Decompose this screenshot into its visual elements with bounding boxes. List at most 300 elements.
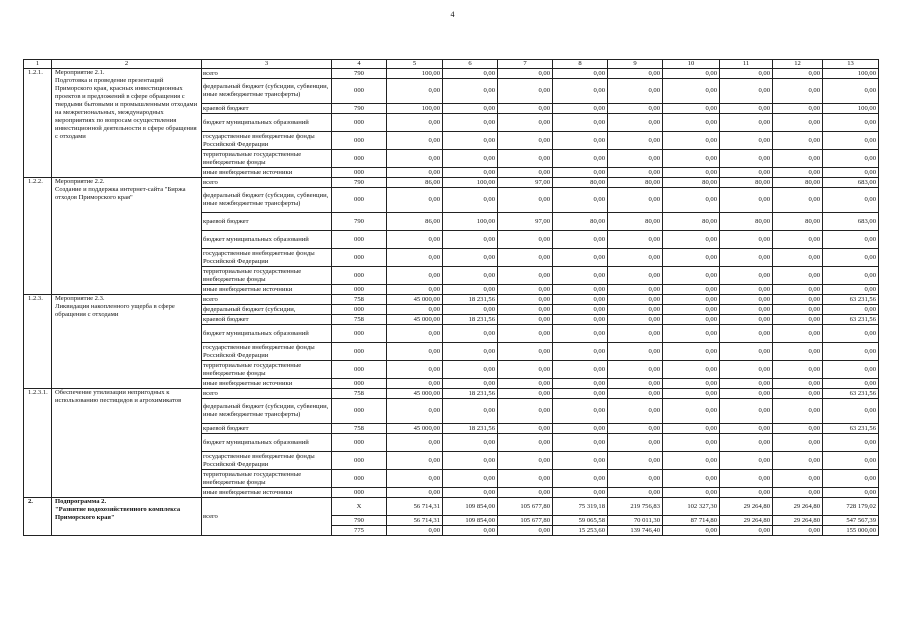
- budget-code: 758: [332, 295, 387, 305]
- amount-cell: 0,00: [608, 104, 663, 114]
- amount-cell: 80,00: [663, 178, 720, 188]
- amount-cell: 0,00: [553, 69, 608, 79]
- amount-cell: 0,00: [773, 452, 823, 470]
- amount-cell: 0,00: [823, 305, 879, 315]
- amount-cell: 0,00: [608, 285, 663, 295]
- amount-cell: 0,00: [498, 188, 553, 213]
- amount-cell: 0,00: [663, 488, 720, 498]
- budget-code: 000: [332, 168, 387, 178]
- amount-cell: 0,00: [773, 69, 823, 79]
- amount-cell: 0,00: [720, 315, 773, 325]
- amount-cell: 0,00: [443, 188, 498, 213]
- budget-code: 000: [332, 249, 387, 267]
- funding-source: иные внебюджетные источники: [202, 168, 332, 178]
- amount-cell: 0,00: [498, 452, 553, 470]
- amount-cell: 0,00: [720, 470, 773, 488]
- amount-cell: 0,00: [498, 305, 553, 315]
- amount-cell: 0,00: [608, 69, 663, 79]
- amount-cell: 0,00: [387, 267, 443, 285]
- amount-cell: 0,00: [663, 231, 720, 249]
- header-cell: 5: [387, 60, 443, 69]
- amount-cell: 75 319,18: [553, 498, 608, 516]
- budget-code: 000: [332, 285, 387, 295]
- amount-cell: 0,00: [443, 379, 498, 389]
- table-row: [24, 389, 879, 399]
- amount-cell: 0,00: [553, 305, 608, 315]
- amount-cell: 0,00: [608, 249, 663, 267]
- amount-cell: 100,00: [443, 213, 498, 231]
- amount-cell: 0,00: [387, 79, 443, 104]
- amount-cell: 0,00: [608, 231, 663, 249]
- amount-cell: 0,00: [720, 452, 773, 470]
- amount-cell: 0,00: [720, 434, 773, 452]
- funding-source: бюджет муниципальных образований: [202, 434, 332, 452]
- amount-cell: 0,00: [443, 150, 498, 168]
- amount-cell: 0,00: [663, 399, 720, 424]
- amount-cell: 0,00: [387, 188, 443, 213]
- amount-cell: 0,00: [608, 488, 663, 498]
- budget-code: 000: [332, 267, 387, 285]
- amount-cell: 15 253,60: [553, 526, 608, 536]
- amount-cell: 0,00: [553, 150, 608, 168]
- amount-cell: 0,00: [608, 361, 663, 379]
- amount-cell: 0,00: [553, 424, 608, 434]
- amount-cell: 0,00: [498, 150, 553, 168]
- amount-cell: 0,00: [553, 132, 608, 150]
- amount-cell: 80,00: [720, 178, 773, 188]
- header-cell: 10: [663, 60, 720, 69]
- amount-cell: 0,00: [720, 168, 773, 178]
- funding-source: бюджет муниципальных образований: [202, 114, 332, 132]
- amount-cell: 0,00: [720, 79, 773, 104]
- amount-cell: 0,00: [663, 315, 720, 325]
- amount-cell: 0,00: [773, 104, 823, 114]
- amount-cell: 219 756,83: [608, 498, 663, 516]
- amount-cell: 0,00: [773, 188, 823, 213]
- budget-code: 000: [332, 452, 387, 470]
- amount-cell: 0,00: [773, 399, 823, 424]
- amount-cell: 0,00: [608, 470, 663, 488]
- amount-cell: 18 231,56: [443, 389, 498, 399]
- amount-cell: 0,00: [553, 285, 608, 295]
- item-number: 1.2.2.: [24, 178, 52, 295]
- budget-code: 000: [332, 150, 387, 168]
- amount-cell: 100,00: [823, 69, 879, 79]
- amount-cell: 0,00: [823, 325, 879, 343]
- budget-code: 000: [332, 325, 387, 343]
- funding-source: краевой бюджет: [202, 213, 332, 231]
- amount-cell: 0,00: [553, 249, 608, 267]
- amount-cell: 155 000,00: [823, 526, 879, 536]
- amount-cell: 0,00: [720, 343, 773, 361]
- amount-cell: 0,00: [773, 434, 823, 452]
- amount-cell: 0,00: [443, 231, 498, 249]
- amount-cell: 0,00: [720, 188, 773, 213]
- amount-cell: 0,00: [608, 132, 663, 150]
- amount-cell: 0,00: [773, 325, 823, 343]
- amount-cell: 0,00: [823, 488, 879, 498]
- amount-cell: 0,00: [498, 114, 553, 132]
- amount-cell: 0,00: [720, 361, 773, 379]
- amount-cell: 0,00: [720, 488, 773, 498]
- header-cell: 2: [52, 60, 202, 69]
- amount-cell: 0,00: [823, 114, 879, 132]
- header-cell: 12: [773, 60, 823, 69]
- amount-cell: 0,00: [387, 231, 443, 249]
- amount-cell: 0,00: [720, 231, 773, 249]
- amount-cell: 0,00: [720, 104, 773, 114]
- amount-cell: 0,00: [663, 267, 720, 285]
- amount-cell: 18 231,56: [443, 424, 498, 434]
- amount-cell: 70 011,30: [608, 516, 663, 526]
- amount-cell: 100,00: [387, 69, 443, 79]
- amount-cell: 0,00: [608, 188, 663, 213]
- amount-cell: 0,00: [553, 188, 608, 213]
- amount-cell: 0,00: [443, 526, 498, 536]
- amount-cell: 0,00: [720, 325, 773, 343]
- amount-cell: 0,00: [443, 325, 498, 343]
- amount-cell: 0,00: [608, 343, 663, 361]
- amount-cell: 0,00: [553, 434, 608, 452]
- amount-cell: 0,00: [720, 379, 773, 389]
- budget-code: 000: [332, 132, 387, 150]
- amount-cell: 0,00: [608, 305, 663, 315]
- amount-cell: 0,00: [773, 295, 823, 305]
- amount-cell: 0,00: [663, 343, 720, 361]
- budget-code: 790: [332, 69, 387, 79]
- funding-source: территориальные государственные внебюджетные фонды: [202, 361, 332, 379]
- amount-cell: 0,00: [498, 79, 553, 104]
- amount-cell: 0,00: [553, 399, 608, 424]
- amount-cell: 0,00: [663, 168, 720, 178]
- amount-cell: 0,00: [443, 343, 498, 361]
- amount-cell: 0,00: [773, 389, 823, 399]
- header-cell: 7: [498, 60, 553, 69]
- amount-cell: 0,00: [720, 295, 773, 305]
- amount-cell: 0,00: [443, 361, 498, 379]
- amount-cell: 0,00: [608, 389, 663, 399]
- amount-cell: 683,00: [823, 178, 879, 188]
- budget-code: 000: [332, 379, 387, 389]
- amount-cell: 109 854,00: [443, 516, 498, 526]
- amount-cell: 0,00: [553, 295, 608, 305]
- amount-cell: 0,00: [443, 114, 498, 132]
- amount-cell: 0,00: [608, 114, 663, 132]
- table-row: [24, 295, 879, 305]
- amount-cell: 0,00: [498, 470, 553, 488]
- item-number: 1.2.1.: [24, 69, 52, 178]
- amount-cell: 29 264,80: [773, 516, 823, 526]
- amount-cell: 0,00: [663, 249, 720, 267]
- amount-cell: 0,00: [823, 231, 879, 249]
- amount-cell: 0,00: [387, 379, 443, 389]
- amount-cell: 0,00: [663, 452, 720, 470]
- subprogram-number: 2.: [24, 498, 52, 536]
- amount-cell: 0,00: [823, 150, 879, 168]
- amount-cell: 0,00: [443, 132, 498, 150]
- amount-cell: 0,00: [823, 452, 879, 470]
- amount-cell: 0,00: [443, 470, 498, 488]
- amount-cell: 0,00: [663, 69, 720, 79]
- amount-cell: 0,00: [773, 79, 823, 104]
- amount-cell: 29 264,80: [720, 516, 773, 526]
- amount-cell: 0,00: [663, 305, 720, 315]
- funding-source: государственные внебюджетные фонды Российской Федерации: [202, 249, 332, 267]
- budget-code: 790: [332, 104, 387, 114]
- amount-cell: 547 567,39: [823, 516, 879, 526]
- amount-cell: 0,00: [498, 434, 553, 452]
- funding-source: федеральный бюджет (субсидии,: [202, 305, 332, 315]
- amount-cell: 0,00: [498, 379, 553, 389]
- amount-cell: 0,00: [608, 452, 663, 470]
- amount-cell: 0,00: [773, 150, 823, 168]
- amount-cell: 0,00: [387, 132, 443, 150]
- amount-cell: 109 854,00: [443, 498, 498, 516]
- amount-cell: 56 714,31: [387, 498, 443, 516]
- item-name: Мероприятие 2.2. Создание и поддержка интернет-сайта "Биржа отходов Приморского края": [52, 178, 202, 295]
- amount-cell: 0,00: [823, 249, 879, 267]
- budget-code: 000: [332, 434, 387, 452]
- header-cell: 6: [443, 60, 498, 69]
- amount-cell: 0,00: [663, 470, 720, 488]
- amount-cell: 0,00: [443, 488, 498, 498]
- amount-cell: 63 231,56: [823, 295, 879, 305]
- amount-cell: 0,00: [663, 325, 720, 343]
- amount-cell: 0,00: [720, 285, 773, 295]
- amount-cell: 0,00: [387, 488, 443, 498]
- amount-cell: 0,00: [720, 150, 773, 168]
- amount-cell: 0,00: [720, 424, 773, 434]
- amount-cell: 0,00: [823, 361, 879, 379]
- budget-code: 000: [332, 399, 387, 424]
- amount-cell: 0,00: [498, 389, 553, 399]
- amount-cell: 0,00: [387, 399, 443, 424]
- amount-cell: 0,00: [443, 399, 498, 424]
- amount-cell: 0,00: [773, 343, 823, 361]
- funding-source: всего: [202, 498, 332, 536]
- amount-cell: 0,00: [823, 79, 879, 104]
- budget-code: 000: [332, 361, 387, 379]
- amount-cell: 0,00: [773, 168, 823, 178]
- amount-cell: 0,00: [608, 150, 663, 168]
- header-cell: 13: [823, 60, 879, 69]
- amount-cell: 0,00: [608, 315, 663, 325]
- amount-cell: 0,00: [443, 69, 498, 79]
- amount-cell: 0,00: [387, 325, 443, 343]
- amount-cell: 0,00: [498, 343, 553, 361]
- amount-cell: 0,00: [663, 79, 720, 104]
- amount-cell: 87 714,80: [663, 516, 720, 526]
- item-number: 1.2.3.1.: [24, 389, 52, 498]
- budget-table: [23, 59, 879, 536]
- amount-cell: 0,00: [823, 168, 879, 178]
- amount-cell: 728 179,02: [823, 498, 879, 516]
- amount-cell: 0,00: [663, 114, 720, 132]
- amount-cell: 0,00: [387, 114, 443, 132]
- amount-cell: 0,00: [663, 361, 720, 379]
- budget-code: 000: [332, 305, 387, 315]
- funding-source: краевой бюджет: [202, 315, 332, 325]
- amount-cell: 0,00: [553, 315, 608, 325]
- amount-cell: 80,00: [773, 178, 823, 188]
- amount-cell: 45 000,00: [387, 315, 443, 325]
- amount-cell: 0,00: [498, 132, 553, 150]
- amount-cell: 0,00: [498, 361, 553, 379]
- amount-cell: 0,00: [608, 399, 663, 424]
- header-cell: 11: [720, 60, 773, 69]
- budget-code: 000: [332, 188, 387, 213]
- amount-cell: 0,00: [720, 249, 773, 267]
- amount-cell: 0,00: [498, 295, 553, 305]
- amount-cell: 0,00: [823, 267, 879, 285]
- amount-cell: 45 000,00: [387, 389, 443, 399]
- amount-cell: 0,00: [773, 305, 823, 315]
- amount-cell: 63 231,56: [823, 389, 879, 399]
- item-name: Мероприятие 2.1. Подготовка и проведение презентаций Приморского края, красных инвестиционных проектов и предложений в сфере обращения с твердыми бытовыми и промышленными отходами на межрегиональных, международных мероприятиях по вопросам осуществления инвестиционной деятельности в сфере обращения с отходами: [52, 69, 202, 178]
- amount-cell: 0,00: [720, 389, 773, 399]
- amount-cell: 0,00: [608, 325, 663, 343]
- amount-cell: 0,00: [720, 114, 773, 132]
- funding-source: всего: [202, 178, 332, 188]
- amount-cell: 0,00: [663, 295, 720, 305]
- amount-cell: 0,00: [663, 389, 720, 399]
- table-row: [24, 178, 879, 188]
- amount-cell: 0,00: [443, 434, 498, 452]
- amount-cell: 0,00: [823, 188, 879, 213]
- amount-cell: 29 264,80: [773, 498, 823, 516]
- amount-cell: 86,00: [387, 178, 443, 188]
- item-number: 1.2.3.: [24, 295, 52, 389]
- item-name: Обеспечение утилизации непригодных к использованию пестицидов и агрохимикатов: [52, 389, 202, 498]
- amount-cell: 139 746,40: [608, 526, 663, 536]
- amount-cell: 0,00: [720, 526, 773, 536]
- amount-cell: 0,00: [387, 249, 443, 267]
- funding-source: территориальные государственные внебюджетные фонды: [202, 267, 332, 285]
- funding-source: краевой бюджет: [202, 104, 332, 114]
- amount-cell: 0,00: [498, 285, 553, 295]
- amount-cell: 80,00: [553, 178, 608, 188]
- amount-cell: 0,00: [553, 343, 608, 361]
- amount-cell: 80,00: [553, 213, 608, 231]
- amount-cell: 0,00: [498, 249, 553, 267]
- table-body: [24, 60, 879, 536]
- amount-cell: 0,00: [663, 104, 720, 114]
- amount-cell: 683,00: [823, 213, 879, 231]
- header-cell: 9: [608, 60, 663, 69]
- amount-cell: 100,00: [387, 104, 443, 114]
- amount-cell: 0,00: [553, 114, 608, 132]
- amount-cell: 0,00: [498, 104, 553, 114]
- amount-cell: 0,00: [823, 399, 879, 424]
- amount-cell: 0,00: [443, 168, 498, 178]
- budget-code: X: [332, 498, 387, 516]
- amount-cell: 0,00: [773, 424, 823, 434]
- funding-source: бюджет муниципальных образований: [202, 325, 332, 343]
- budget-code: 758: [332, 424, 387, 434]
- amount-cell: 0,00: [663, 285, 720, 295]
- amount-cell: 97,00: [498, 178, 553, 188]
- amount-cell: 0,00: [663, 424, 720, 434]
- table-row: [24, 69, 879, 79]
- amount-cell: 0,00: [823, 434, 879, 452]
- amount-cell: 0,00: [823, 132, 879, 150]
- amount-cell: 0,00: [553, 168, 608, 178]
- amount-cell: 105 677,80: [498, 498, 553, 516]
- amount-cell: 63 231,56: [823, 424, 879, 434]
- budget-code: 000: [332, 114, 387, 132]
- amount-cell: 80,00: [720, 213, 773, 231]
- amount-cell: 0,00: [773, 379, 823, 389]
- amount-cell: 18 231,56: [443, 295, 498, 305]
- amount-cell: 0,00: [387, 470, 443, 488]
- amount-cell: 0,00: [387, 150, 443, 168]
- budget-code: 758: [332, 315, 387, 325]
- amount-cell: 0,00: [498, 526, 553, 536]
- amount-cell: 0,00: [553, 79, 608, 104]
- amount-cell: 0,00: [553, 104, 608, 114]
- amount-cell: 0,00: [773, 470, 823, 488]
- funding-source: государственные внебюджетные фонды Российской Федерации: [202, 452, 332, 470]
- amount-cell: 0,00: [498, 488, 553, 498]
- budget-code: 790: [332, 213, 387, 231]
- funding-source: всего: [202, 389, 332, 399]
- funding-source: бюджет муниципальных образований: [202, 231, 332, 249]
- amount-cell: 0,00: [553, 325, 608, 343]
- amount-cell: 0,00: [823, 379, 879, 389]
- amount-cell: 0,00: [498, 325, 553, 343]
- amount-cell: 0,00: [387, 526, 443, 536]
- amount-cell: 86,00: [387, 213, 443, 231]
- amount-cell: 0,00: [387, 305, 443, 315]
- header-cell: 8: [553, 60, 608, 69]
- amount-cell: 105 677,80: [498, 516, 553, 526]
- amount-cell: 0,00: [608, 168, 663, 178]
- amount-cell: 80,00: [773, 213, 823, 231]
- amount-cell: 0,00: [608, 79, 663, 104]
- budget-code: 775: [332, 526, 387, 536]
- amount-cell: 80,00: [663, 213, 720, 231]
- amount-cell: 56 714,31: [387, 516, 443, 526]
- amount-cell: 0,00: [498, 168, 553, 178]
- amount-cell: 0,00: [443, 104, 498, 114]
- amount-cell: 0,00: [553, 361, 608, 379]
- amount-cell: 80,00: [608, 213, 663, 231]
- amount-cell: 0,00: [608, 434, 663, 452]
- budget-code: 790: [332, 178, 387, 188]
- amount-cell: 0,00: [663, 434, 720, 452]
- amount-cell: 0,00: [823, 285, 879, 295]
- amount-cell: 63 231,56: [823, 315, 879, 325]
- amount-cell: 59 065,58: [553, 516, 608, 526]
- amount-cell: 29 264,80: [720, 498, 773, 516]
- budget-code: 000: [332, 470, 387, 488]
- budget-code: 000: [332, 79, 387, 104]
- item-name: Мероприятие 2.3. Ликвидация накопленного ущерба в сфере обращения с отходами: [52, 295, 202, 389]
- header-cell: 4: [332, 60, 387, 69]
- amount-cell: 0,00: [387, 343, 443, 361]
- amount-cell: 0,00: [387, 285, 443, 295]
- funding-source: федеральный бюджет (субсидии, субвенции, иные межбюджетные трансферты): [202, 188, 332, 213]
- amount-cell: 0,00: [553, 389, 608, 399]
- amount-cell: 0,00: [663, 132, 720, 150]
- amount-cell: 0,00: [498, 399, 553, 424]
- amount-cell: 0,00: [663, 379, 720, 389]
- budget-code: 000: [332, 488, 387, 498]
- amount-cell: 0,00: [498, 315, 553, 325]
- amount-cell: 0,00: [720, 399, 773, 424]
- amount-cell: 0,00: [443, 79, 498, 104]
- amount-cell: 0,00: [773, 132, 823, 150]
